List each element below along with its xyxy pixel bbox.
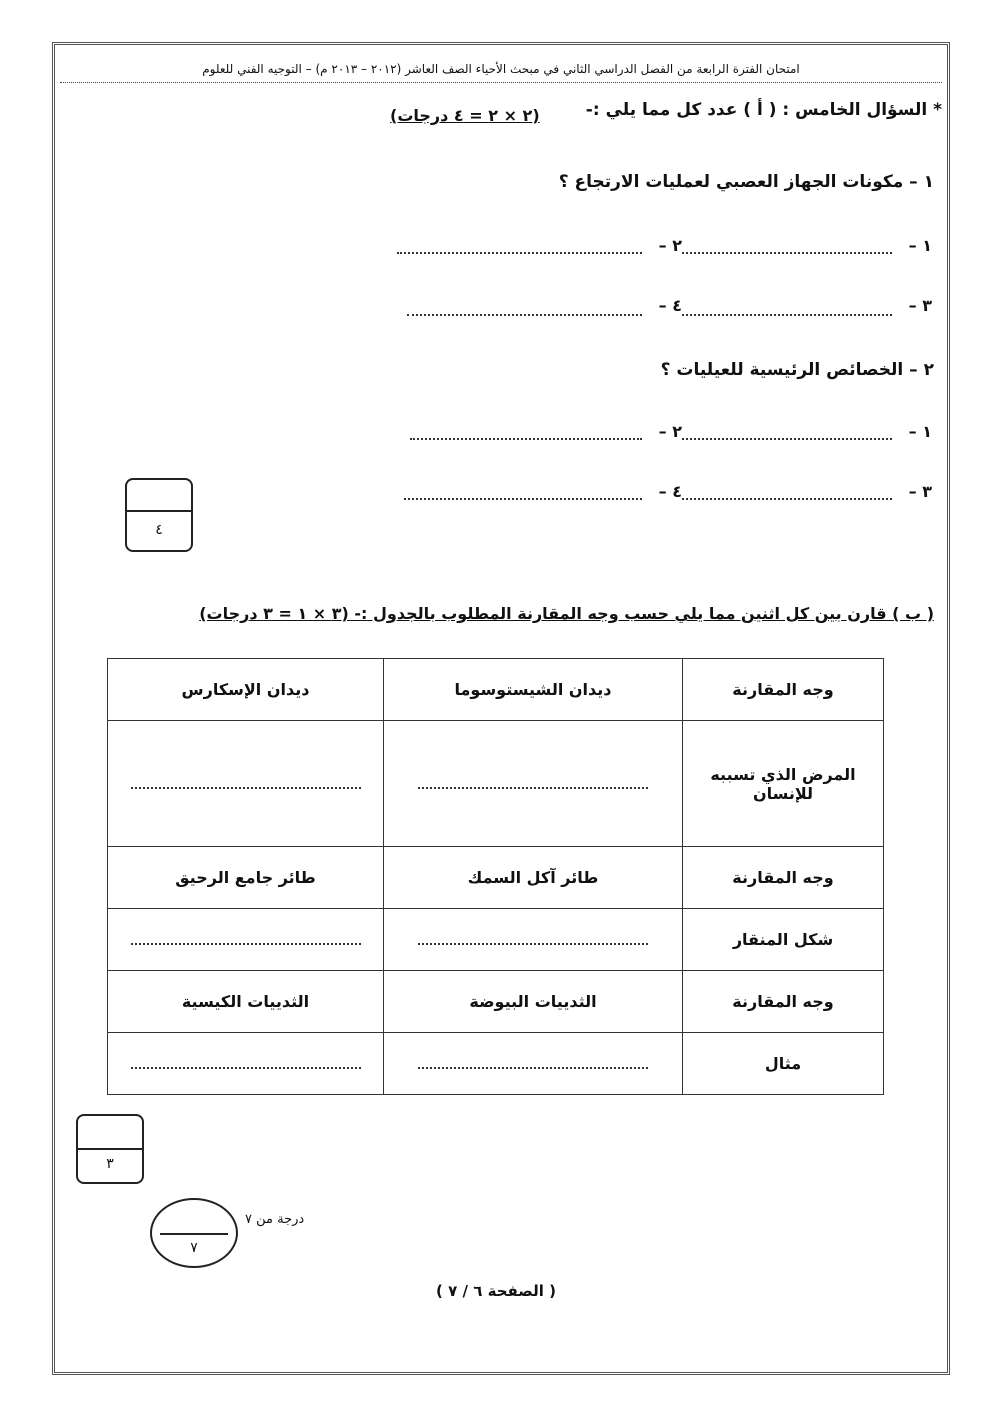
table-row bbox=[108, 721, 884, 847]
table-cell: وجه المقارنة bbox=[683, 659, 884, 721]
answer-line-1[interactable] bbox=[682, 252, 892, 254]
question5-box-score: ٤ bbox=[155, 522, 163, 538]
blank-label-7: ٣ – bbox=[908, 482, 932, 501]
answer-line-3[interactable] bbox=[682, 314, 892, 316]
blank-label-3: ٣ – bbox=[908, 296, 932, 315]
answer-line-8[interactable] bbox=[404, 498, 642, 500]
question5-title: * السؤال الخامس : ( أ ) عدد كل مما يلي :- bbox=[585, 100, 942, 120]
blank-label-4: ٤ – bbox=[658, 296, 682, 315]
page-number: ( الصفحة ٦ / ٧ ) bbox=[436, 1282, 556, 1300]
answer-cell[interactable] bbox=[108, 909, 384, 971]
answer-cell[interactable] bbox=[384, 1033, 683, 1095]
sectionB-box-score: ٣ bbox=[106, 1156, 114, 1172]
table-cell: الثدييات البيوضة bbox=[384, 971, 683, 1033]
table-row bbox=[108, 847, 884, 909]
answer-line-4[interactable] bbox=[407, 314, 642, 316]
table-cell: الثدييات الكيسية bbox=[108, 971, 384, 1033]
table-row bbox=[108, 971, 884, 1033]
sectionB-score-box bbox=[76, 1114, 144, 1184]
sectionB-title: ( ب ) قارن بين كل اثنين مما يلي حسب وجه المقارنة المطلوب بالجدول :- (٣ × ١ = ٣ درجات) bbox=[199, 604, 934, 623]
answer-line-6[interactable] bbox=[410, 438, 642, 440]
total-score-circle bbox=[150, 1198, 238, 1268]
blank-label-6: ٢ – bbox=[658, 422, 682, 441]
table-cell: طائر آكل السمك bbox=[384, 847, 683, 909]
question5-score: (٢ × ٢ = ٤ درجات) bbox=[390, 106, 540, 125]
question5-item-1: ١ – مكونات الجهاز العصبي لعمليات الارتجاع ؟ bbox=[558, 172, 934, 192]
blank-label-1: ١ – bbox=[908, 236, 932, 255]
table-cell: وجه المقارنة bbox=[683, 971, 884, 1033]
answer-cell[interactable] bbox=[108, 1033, 384, 1095]
total-score-value: ٧ bbox=[190, 1240, 198, 1256]
question5-score-box bbox=[125, 478, 193, 552]
question5-item-2: ٢ – الخصائص الرئيسية للعيليات ؟ bbox=[660, 360, 934, 380]
answer-line-7[interactable] bbox=[682, 498, 892, 500]
exam-header: امتحان الفترة الرابعة من الفصل الدراسي الثاني في مبحث الأحياء الصف العاشر (٢٠١٢ – ٢٠١٣ م) – التوجيه الفني للعلوم bbox=[60, 62, 942, 83]
blank-label-5: ١ – bbox=[908, 422, 932, 441]
blank-label-8: ٤ – bbox=[658, 482, 682, 501]
table-row bbox=[108, 659, 884, 721]
answer-cell[interactable] bbox=[108, 721, 384, 847]
table-cell: المرض الذي تسببه للإنسان bbox=[683, 721, 884, 847]
table-cell: ديدان الشيستوسوما bbox=[384, 659, 683, 721]
table-cell: ديدان الإسكارس bbox=[108, 659, 384, 721]
table-cell: طائر جامع الرحيق bbox=[108, 847, 384, 909]
table-row bbox=[108, 1033, 884, 1095]
table-cell: شكل المنقار bbox=[683, 909, 884, 971]
answer-line-2[interactable] bbox=[397, 252, 642, 254]
answer-line-5[interactable] bbox=[682, 438, 892, 440]
blank-label-2: ٢ – bbox=[658, 236, 682, 255]
answer-cell[interactable] bbox=[384, 721, 683, 847]
comparison-table bbox=[107, 658, 884, 1095]
table-row bbox=[108, 909, 884, 971]
total-score-label: درجة من ٧ bbox=[245, 1212, 305, 1227]
answer-cell[interactable] bbox=[384, 909, 683, 971]
table-cell: مثال bbox=[683, 1033, 884, 1095]
table-cell: وجه المقارنة bbox=[683, 847, 884, 909]
